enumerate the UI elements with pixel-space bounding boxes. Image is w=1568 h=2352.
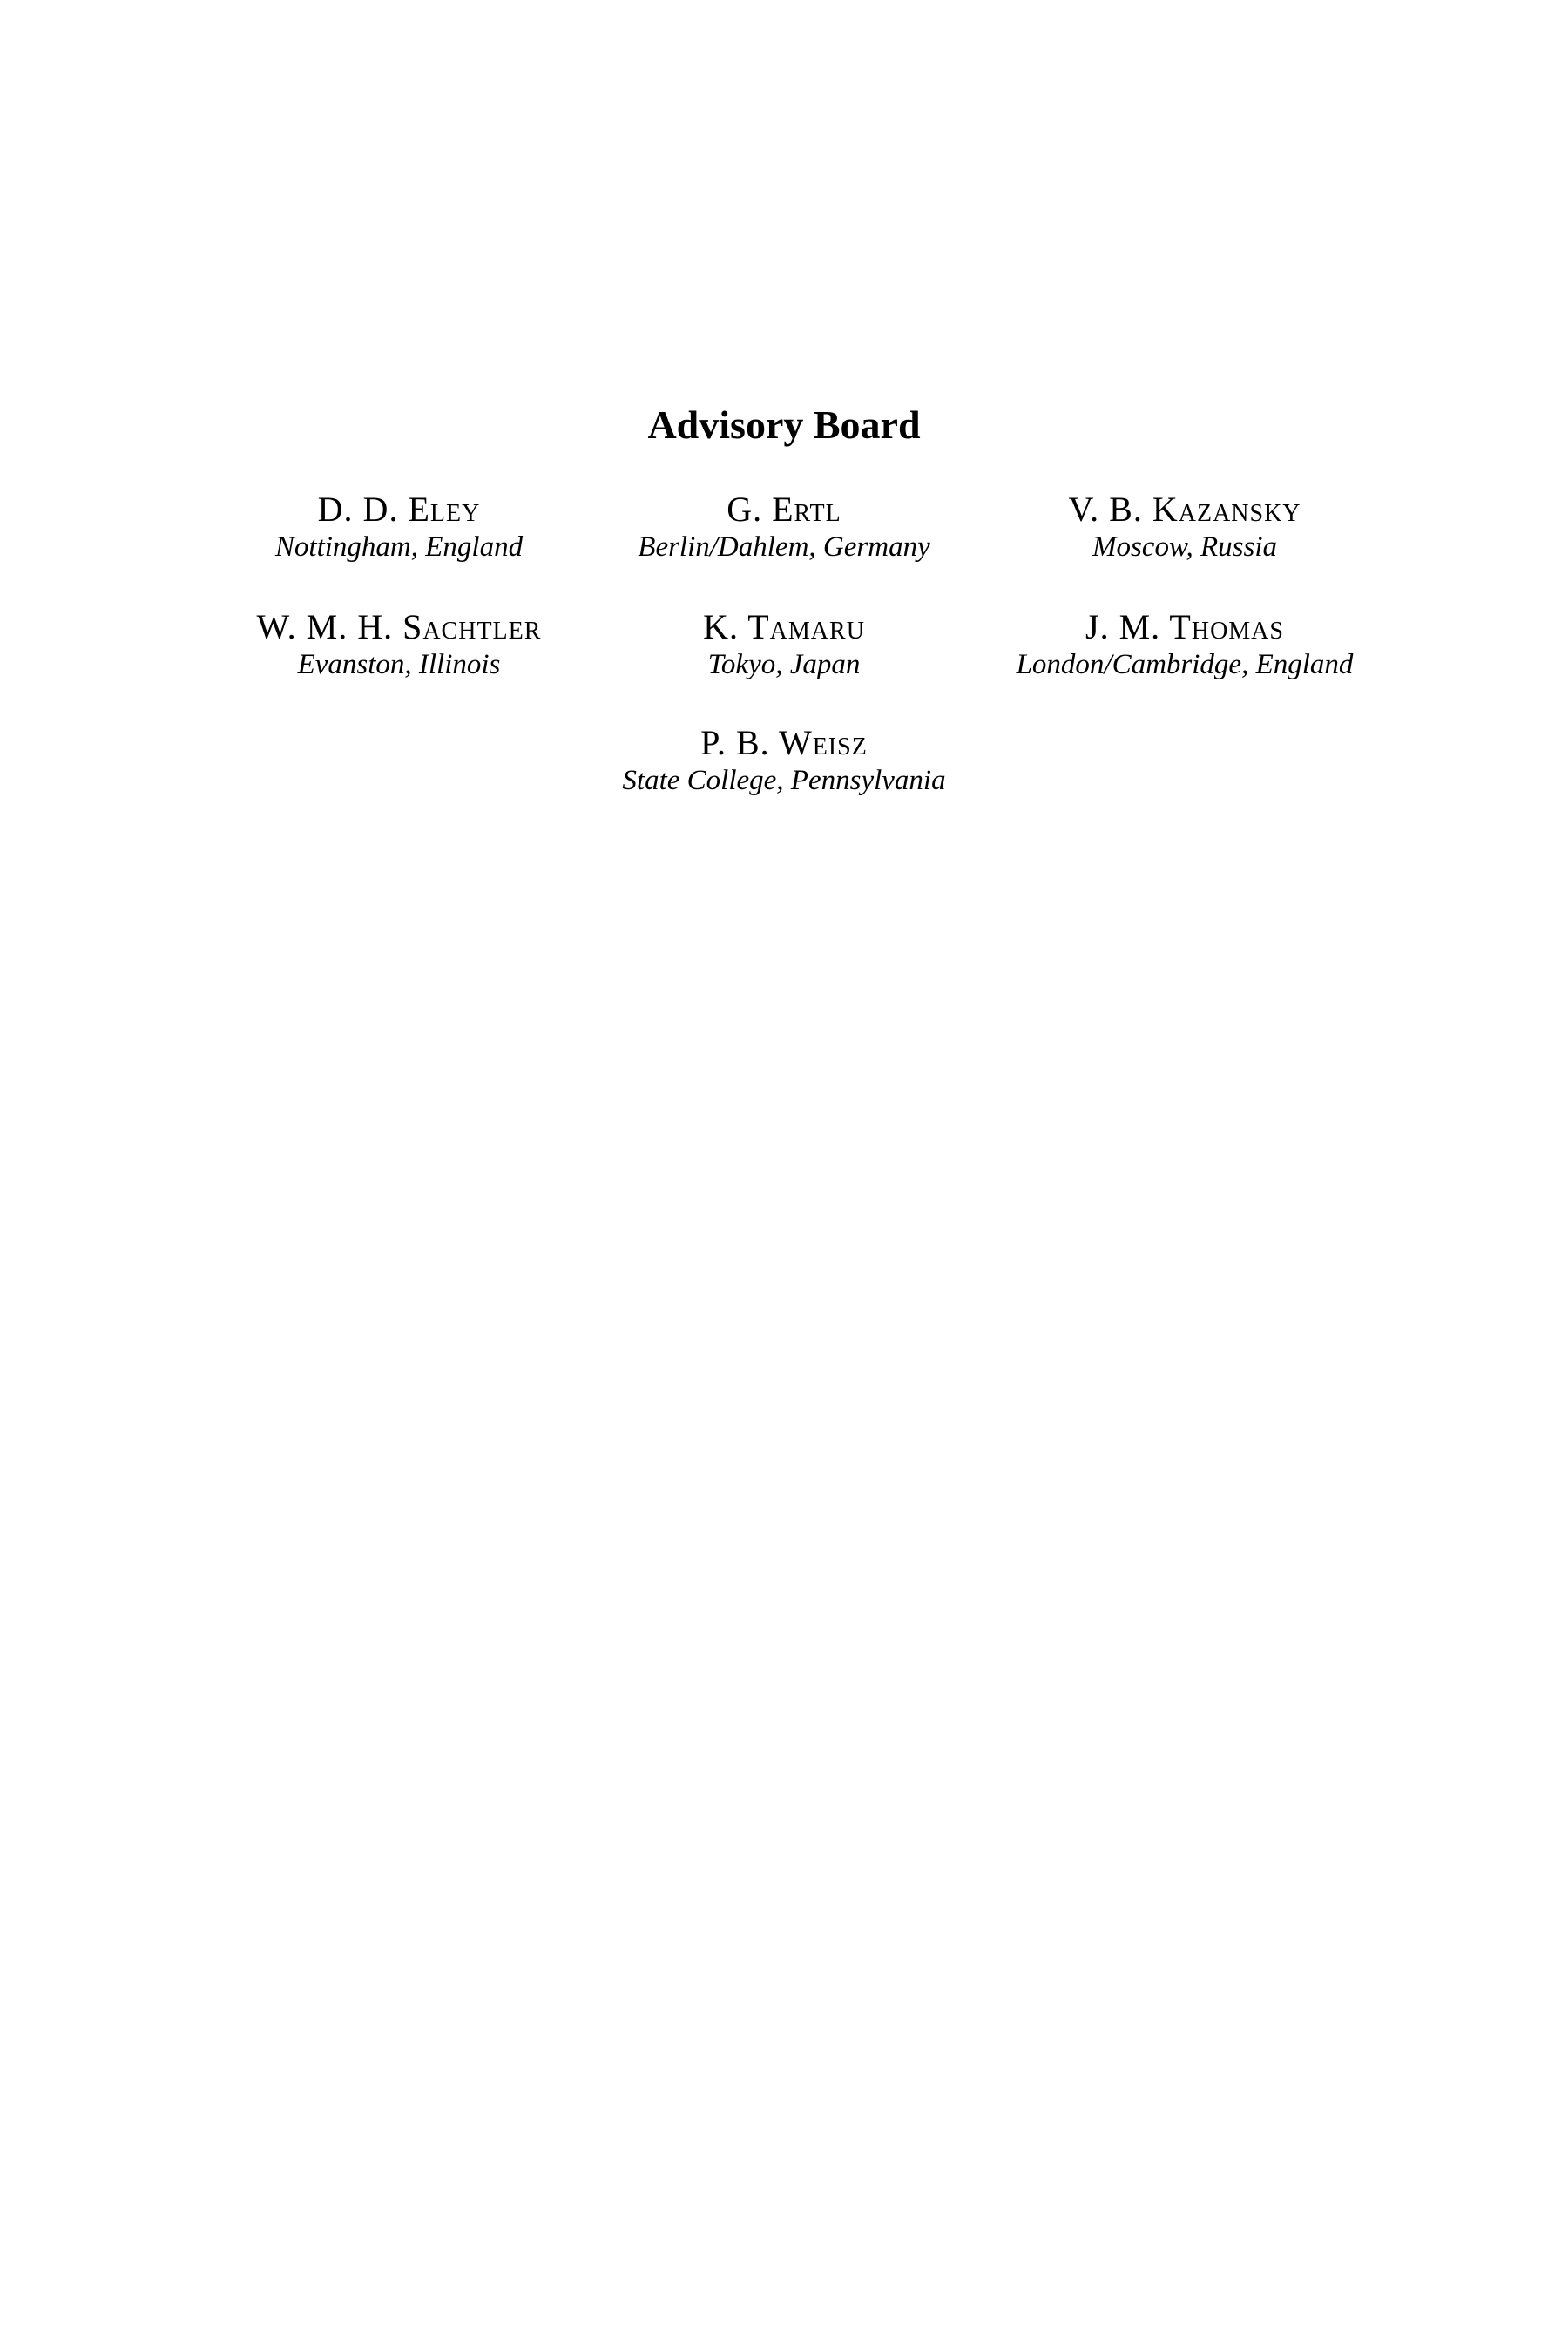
member-affiliation: Tokyo, Japan <box>707 649 861 680</box>
page-title: Advisory Board <box>647 402 921 447</box>
member-name: W. M. H. Sachtler <box>256 607 542 646</box>
board-member-weisz <box>540 723 1028 798</box>
member-name: D. D. Eley <box>317 490 481 529</box>
member-affiliation: London/Cambridge, England <box>1016 649 1354 680</box>
member-name: G. Ertl <box>727 490 841 529</box>
member-name: V. B. Kazansky <box>1068 490 1301 529</box>
member-affiliation: Nottingham, England <box>274 531 524 563</box>
member-name: P. B. Weisz <box>700 723 868 762</box>
member-affiliation: State College, Pennsylvania <box>622 765 946 796</box>
member-name: J. M. Thomas <box>1085 607 1284 646</box>
board-member-kazansky <box>941 490 1429 564</box>
member-name: K. Tamaru <box>703 607 865 646</box>
member-affiliation: Berlin/Dahlem, Germany <box>638 531 930 563</box>
member-affiliation: Moscow, Russia <box>1092 531 1278 563</box>
board-member-thomas <box>941 607 1429 682</box>
member-affiliation: Evanston, Illinois <box>297 649 501 680</box>
